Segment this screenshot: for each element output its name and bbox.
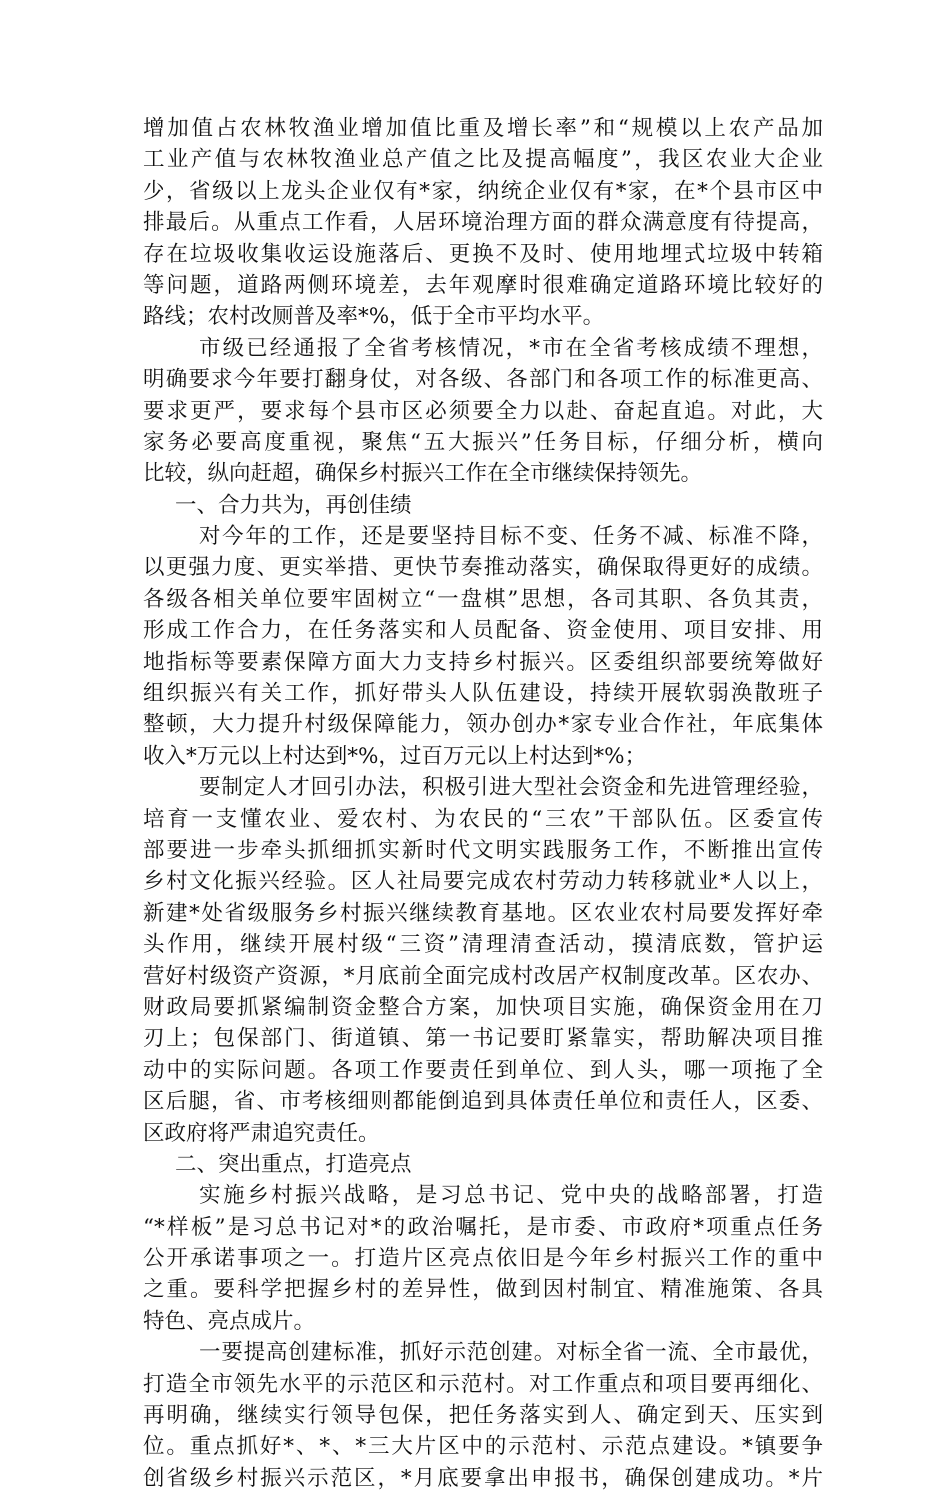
text-line: 要制定人才回引办法，积极引进大型社会资金和先进管理经验， bbox=[199, 775, 823, 801]
document-page bbox=[143, 113, 823, 1494]
text-line: 整顿，大力提升村级保障能力，领办创办*家专业合作社，年底集体 bbox=[143, 712, 823, 738]
text-line: 区后腿，省、市考核细则都能倒追到具体责任单位和责任人，区委、 bbox=[143, 1089, 823, 1115]
text-line: 乡村文化振兴经验。区人社局要完成农村劳动力转移就业*人以上， bbox=[143, 869, 823, 895]
text-line: 公开承诺事项之一。打造片区亮点依旧是今年乡村振兴工作的重中 bbox=[143, 1246, 823, 1272]
text-line: 明确要求今年要打翻身仗，对各级、各部门和各项工作的标准更高、 bbox=[143, 367, 823, 393]
text-line: 市级已经通报了全省考核情况，*市在全省考核成绩不理想， bbox=[199, 335, 823, 361]
text-line: 收入*万元以上村达到*%，过百万元以上村达到*%； bbox=[143, 743, 647, 769]
section-heading: 二、突出重点，打造亮点 bbox=[175, 1151, 412, 1177]
text-line: 一要提高创建标准，抓好示范创建。对标全省一流、全市最优， bbox=[199, 1340, 823, 1366]
text-line: 增加值占农林牧渔业增加值比重及增长率”和“规模以上农产品加 bbox=[143, 116, 823, 141]
text-line: 头作用，继续开展村级“三资”清理清查活动，摸清底数，管护运 bbox=[143, 932, 823, 958]
text-line: 各级各相关单位要牢固树立“一盘棋”思想，各司其职、各负其责， bbox=[143, 586, 823, 612]
text-line: 以更强力度、更实举措、更快节奏推动落实，确保取得更好的成绩。 bbox=[143, 555, 823, 581]
text-line: 工业产值与农林牧渔业总产值之比及提高幅度”，我区农业大企业 bbox=[143, 147, 823, 173]
text-line: 动中的实际问题。各项工作要责任到单位、到人头，哪一项拖了全 bbox=[143, 1057, 823, 1083]
text-line: 形成工作合力，在任务落实和人员配备、资金使用、项目安排、用 bbox=[143, 618, 823, 644]
text-line: 组织振兴有关工作，抓好带头人队伍建设，持续开展软弱涣散班子 bbox=[143, 681, 823, 707]
text-line: 排最后。从重点工作看，人居环境治理方面的群众满意度有待提高， bbox=[143, 210, 823, 236]
text-line: 家务必要高度重视，聚焦“五大振兴”任务目标，仔细分析，横向 bbox=[143, 429, 823, 455]
text-line: 营好村级资产资源，*月底前全面完成村改居产权制度改革。区农办、 bbox=[143, 963, 823, 989]
text-line: 培育一支懂农业、爱农村、为农民的“三农”干部队伍。区委宣传 bbox=[143, 806, 823, 832]
text-line: 路线；农村改厕普及率*%，低于全市平均水平。 bbox=[143, 304, 605, 330]
text-line: 打造全市领先水平的示范区和示范村。对工作重点和项目要再细化、 bbox=[143, 1371, 823, 1397]
text-line: 少，省级以上龙头企业仅有*家，纳统企业仅有*家，在*个县市区中 bbox=[143, 178, 823, 204]
text-line: 之重。要科学把握乡村的差异性，做到因村制宜、精准施策、各具 bbox=[143, 1277, 823, 1303]
text-line: 等问题，道路两侧环境差，去年观摩时很难确定道路环境比较好的 bbox=[143, 272, 823, 298]
text-line: 刃上；包保部门、街道镇、第一书记要盯紧靠实，帮助解决项目推 bbox=[143, 1026, 823, 1052]
text-line: “*样板”是习总书记对*的政治嘱托，是市委、市政府*项重点任务 bbox=[143, 1214, 823, 1240]
text-line: 区政府将严肃追究责任。 bbox=[143, 1120, 380, 1146]
text-line: 再明确，继续实行领导包保，把任务落实到人、确定到天、压实到 bbox=[143, 1403, 823, 1429]
section-heading: 一、合力共为，再创佳绩 bbox=[175, 492, 412, 518]
text-line: 实施乡村振兴战略，是习总书记、党中央的战略部署，打造 bbox=[199, 1183, 823, 1209]
text-line: 创省级乡村振兴示范区，*月底要拿出申报书，确保创建成功。*片 bbox=[143, 1465, 823, 1491]
text-line: 存在垃圾收集收运设施落后、更换不及时、使用地埋式垃圾中转箱 bbox=[143, 241, 823, 267]
text-line: 财政局要抓紧编制资金整合方案，加快项目实施，确保资金用在刀 bbox=[143, 994, 823, 1020]
text-line: 地指标等要素保障方面大力支持乡村振兴。区委组织部要统筹做好 bbox=[143, 649, 823, 675]
text-line: 比较，纵向赶超，确保乡村振兴工作在全市继续保持领先。 bbox=[143, 461, 703, 487]
text-line: 位。重点抓好*、*、*三大片区中的示范村、示范点建设。*镇要争 bbox=[143, 1434, 823, 1460]
text-line: 新建*处省级服务乡村振兴继续教育基地。区农业农村局要发挥好牵 bbox=[143, 900, 823, 926]
text-line: 部要进一步牵头抓细抓实新时代文明实践服务工作，不断推出宣传 bbox=[143, 837, 823, 863]
text-line: 要求更严，要求每个县市区必须要全力以赴、奋起直追。对此，大 bbox=[143, 398, 823, 424]
text-line: 对今年的工作，还是要坚持目标不变、任务不减、标准不降， bbox=[199, 524, 823, 550]
text-line: 特色、亮点成片。 bbox=[143, 1308, 316, 1334]
